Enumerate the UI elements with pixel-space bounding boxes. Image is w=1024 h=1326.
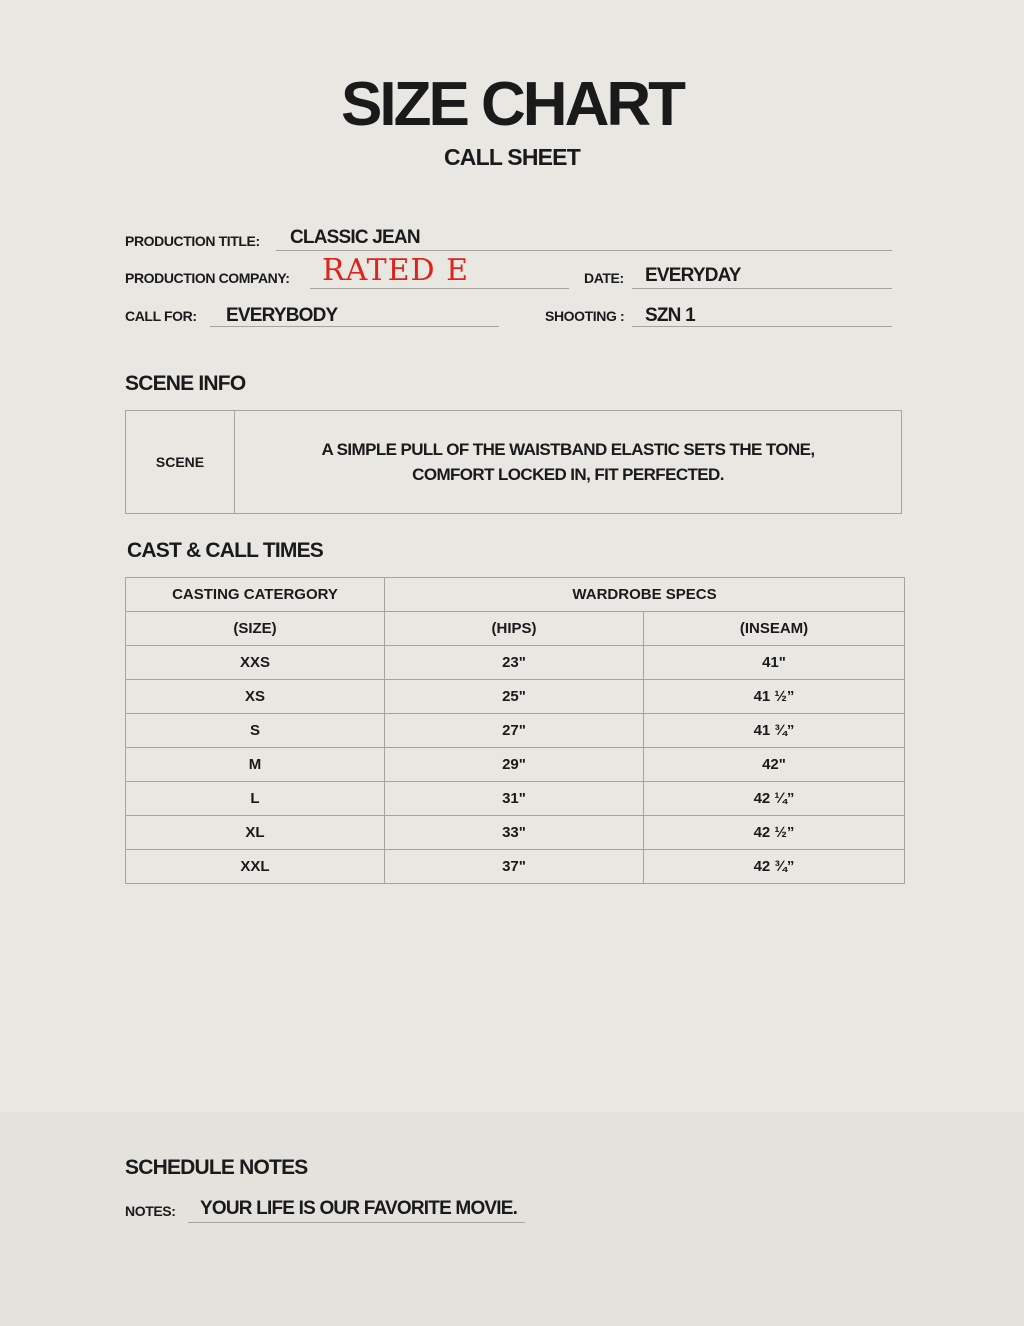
- call-for-label: CALL FOR:: [125, 308, 197, 324]
- size-cell: L: [126, 782, 385, 816]
- hips-column-header: (HIPS): [385, 612, 644, 646]
- production-title-value: CLASSIC JEAN: [290, 227, 420, 248]
- hips-cell: 27": [385, 714, 644, 748]
- inseam-cell: 41": [644, 646, 905, 680]
- notes-line: [188, 1222, 525, 1223]
- table-row: [126, 748, 905, 782]
- hips-cell: 23": [385, 646, 644, 680]
- date-line: [632, 288, 892, 289]
- inseam-cell: 42 ½”: [644, 816, 905, 850]
- production-title-label: PRODUCTION TITLE:: [125, 233, 260, 249]
- schedule-notes-heading: SCHEDULE NOTES: [125, 1156, 308, 1179]
- date-value: EVERYDAY: [645, 265, 741, 286]
- size-cell: XXL: [126, 850, 385, 884]
- notes-label: NOTES:: [125, 1203, 176, 1219]
- company-stamp: RATED E: [322, 253, 470, 288]
- production-company-label: PRODUCTION COMPANY:: [125, 270, 290, 286]
- size-cell: S: [126, 714, 385, 748]
- shooting-label: SHOOTING :: [545, 308, 625, 324]
- table-row: [126, 782, 905, 816]
- table-row: [126, 646, 905, 680]
- table-row: [126, 850, 905, 884]
- inseam-cell: 42 ¼”: [644, 782, 905, 816]
- wardrobe-specs-header: WARDROBE SPECS: [385, 578, 905, 612]
- size-cell: XXS: [126, 646, 385, 680]
- inseam-cell: 42 ¾”: [644, 850, 905, 884]
- page-title: SIZE CHART: [341, 70, 683, 139]
- production-company-line: [310, 288, 569, 289]
- hips-cell: 25": [385, 680, 644, 714]
- hips-cell: 33": [385, 816, 644, 850]
- scene-info-heading: SCENE INFO: [125, 372, 246, 395]
- call-for-value: EVERYBODY: [226, 305, 338, 326]
- scene-info-box: [125, 410, 902, 514]
- size-cell: XS: [126, 680, 385, 714]
- hips-cell: 31": [385, 782, 644, 816]
- inseam-column-header: (INSEAM): [644, 612, 905, 646]
- table-row: [126, 714, 905, 748]
- size-table: [125, 577, 905, 884]
- page-subtitle: CALL SHEET: [444, 144, 580, 170]
- scene-description: [235, 411, 901, 513]
- inseam-cell: 41 ½”: [644, 680, 905, 714]
- table-row: [126, 680, 905, 714]
- inseam-cell: 42": [644, 748, 905, 782]
- inseam-cell: 41 ¾”: [644, 714, 905, 748]
- table-row: [126, 816, 905, 850]
- cast-heading: CAST & CALL TIMES: [127, 539, 324, 562]
- size-cell: XL: [126, 816, 385, 850]
- hips-cell: 37": [385, 850, 644, 884]
- scene-description-line-1: A SIMPLE PULL OF THE WAISTBAND ELASTIC SETS THE TONE,: [321, 440, 815, 459]
- casting-category-header: CASTING CATERGORY: [126, 578, 385, 612]
- size-cell: M: [126, 748, 385, 782]
- table-column-header-row: [126, 612, 905, 646]
- date-label: DATE:: [584, 270, 624, 286]
- table-group-header-row: [126, 578, 905, 612]
- scene-description-line-2: COMFORT LOCKED IN, FIT PERFECTED.: [412, 465, 724, 484]
- hips-cell: 29": [385, 748, 644, 782]
- scene-label: SCENE: [126, 411, 235, 513]
- shooting-value: SZN 1: [645, 305, 695, 326]
- notes-value: YOUR LIFE IS OUR FAVORITE MOVIE.: [200, 1198, 518, 1219]
- production-title-line: [276, 250, 892, 251]
- size-column-header: (SIZE): [126, 612, 385, 646]
